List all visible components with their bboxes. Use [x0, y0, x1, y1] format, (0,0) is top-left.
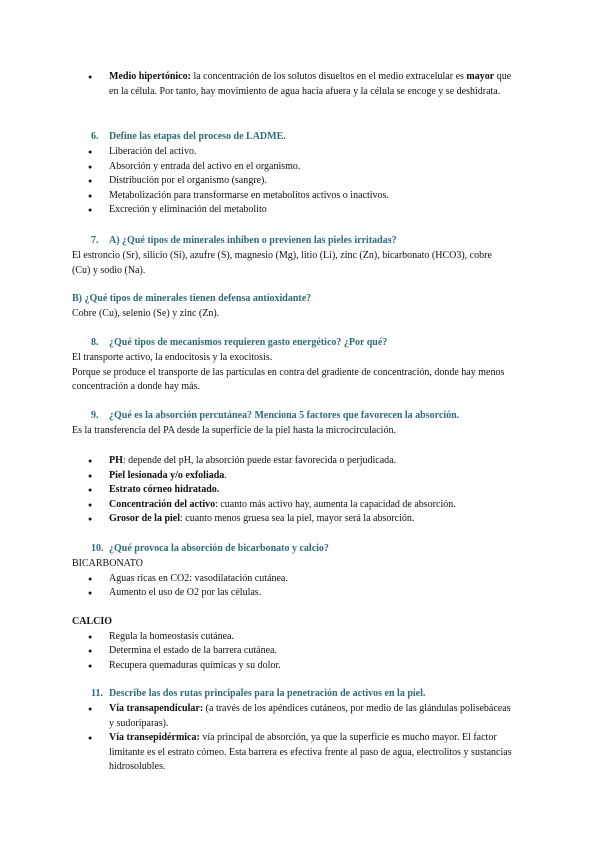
question-9	[72, 409, 512, 424]
factor-text: : cuanto menos gruesa sea la piel, mayor será la absorción.	[180, 513, 415, 524]
factor-term: Estrato córneo hidratado.	[109, 484, 220, 495]
ruta-text: (a través de los apéndices cutáneos, por medio de las glándulas polisebáceas y sudoríparas).	[109, 703, 511, 729]
answer-8	[72, 351, 512, 395]
factor-term: Grosor de la piel	[109, 513, 181, 524]
list-item	[72, 512, 512, 527]
list-item: ● Recupera quemaduras químicas y su dolor.	[72, 659, 512, 674]
question-8	[72, 336, 512, 351]
question-number: 10.	[91, 543, 104, 554]
question-number: 9.	[91, 410, 99, 421]
list-item	[72, 469, 512, 484]
question-number: 8.	[91, 337, 99, 348]
section-heading: BICARBONATO	[72, 558, 143, 569]
ruta-text: vía principal de absorción, ya que la superficie es mucho mayor. El factor limitante es el estrato córneo. Esta barrera es efectiva frente al paso de agua, electrolitos y sustancias hidrosolubles.	[109, 732, 512, 772]
list-item: ● Liberación del activo.	[72, 145, 512, 160]
question-7	[72, 234, 512, 249]
answer-7	[72, 249, 512, 278]
question-text: Define las etapas del proceso de LADME.	[109, 131, 286, 142]
factors-list	[72, 454, 512, 527]
hipertonic-text-2: que en la célula. Por tanto, hay movimiento de agua hacia afuera y la célula se encoge y se deshidrata.	[109, 71, 512, 97]
factor-term: Concentración del activo	[109, 498, 216, 510]
list-item: ● Excreción y eliminación del metabolito	[72, 203, 512, 218]
factor-text: : cuanto más activo hay, aumenta la capacidad de absorción.	[215, 498, 456, 510]
factor-term: PH	[109, 455, 123, 466]
rutas-list	[72, 702, 512, 775]
factor-text: .	[224, 469, 227, 481]
question-text: A) ¿Qué tipos de minerales inhiben o previenen las pieles irritadas?	[109, 235, 397, 246]
list-item: ● Metabolización para transformarse en metabolitos activos o inactivos.	[72, 189, 512, 204]
question-number: 7.	[91, 235, 99, 246]
question-text: ¿Qué provoca la absorción de bicarbonato y calcio?	[109, 543, 329, 554]
answer-9	[72, 424, 512, 439]
question-text: ¿Qué es la absorción percutánea? Menciona 5 factores que favorecen la absorción.	[109, 410, 460, 421]
hipertonic-text-1: la concentración de los solutos disueltos en el medio extracelular es	[190, 71, 467, 82]
section-heading: CALCIO	[72, 616, 113, 627]
list-item	[72, 483, 512, 498]
list-item: ● Absorción y entrada del activo en el organismo.	[72, 160, 512, 175]
bicarbonato-section	[72, 557, 512, 601]
hipertonic-bold: mayor	[466, 71, 495, 82]
hipertonic-block	[72, 70, 512, 99]
ladme-list	[72, 145, 512, 218]
list-item	[72, 731, 512, 775]
list-item: ● Determina el estado de la barrera cutánea.	[72, 644, 512, 659]
answer-text: Cobre (Cu), selenio (Se) y zinc (Zn).	[72, 308, 220, 319]
answer-text: Es la transferencia del PA desde la superficie de la piel hasta la microcirculación.	[72, 425, 396, 436]
answer-7b	[72, 307, 512, 322]
question-text: ¿Qué tipos de mecanismos requieren gasto energético? ¿Por qué?	[109, 337, 388, 348]
question-number: 6.	[91, 131, 99, 142]
answer-text: Porque se produce el transporte de las partículas en contra del gradiente de concentración, donde hay menos concentración a donde hay más.	[72, 366, 505, 392]
list-item	[72, 70, 512, 99]
list-item: ● Distribución por el organismo (sangre).	[72, 174, 512, 189]
question-7b	[72, 292, 512, 307]
question-6	[72, 130, 512, 145]
list-item	[72, 454, 512, 469]
list-item	[72, 498, 512, 513]
question-11	[72, 687, 512, 702]
answer-text: El estroncio (Sr), silicio (Si), azufre (S), magnesio (Mg), litio (Li), zinc (Zn), bicarbonato (HCO3), cobre (Cu) y sodio (Na).	[72, 250, 492, 276]
factor-text: : depende del pH, la absorción puede estar favorecida o perjudicada.	[122, 455, 397, 466]
question-number: 11.	[91, 688, 103, 699]
list-item: ● Aguas ricas en CO2: vasodilatación cutánea.	[72, 572, 512, 587]
question-10	[72, 542, 512, 557]
list-item: ● Aumento el uso de O2 por las células.	[72, 586, 512, 601]
term-hipertonic: Medio hipertónico:	[109, 71, 191, 82]
factor-term: Piel lesionada y/o exfoliada	[109, 469, 225, 481]
answer-text: El transporte activo, la endocitosis y la exocitosis.	[72, 352, 273, 363]
list-item: ● Regula la homeostasis cutánea.	[72, 630, 512, 645]
list-item	[72, 702, 512, 731]
question-text: Describe las dos rutas principales para la penetración de activos en la piel.	[109, 688, 426, 699]
calcio-section	[72, 615, 512, 673]
ruta-term: Vía transepidérmica:	[109, 732, 200, 743]
ruta-term: Vía transapendicular:	[109, 703, 204, 714]
question-text: B) ¿Qué tipos de minerales tienen defensa antioxidante?	[72, 293, 312, 304]
